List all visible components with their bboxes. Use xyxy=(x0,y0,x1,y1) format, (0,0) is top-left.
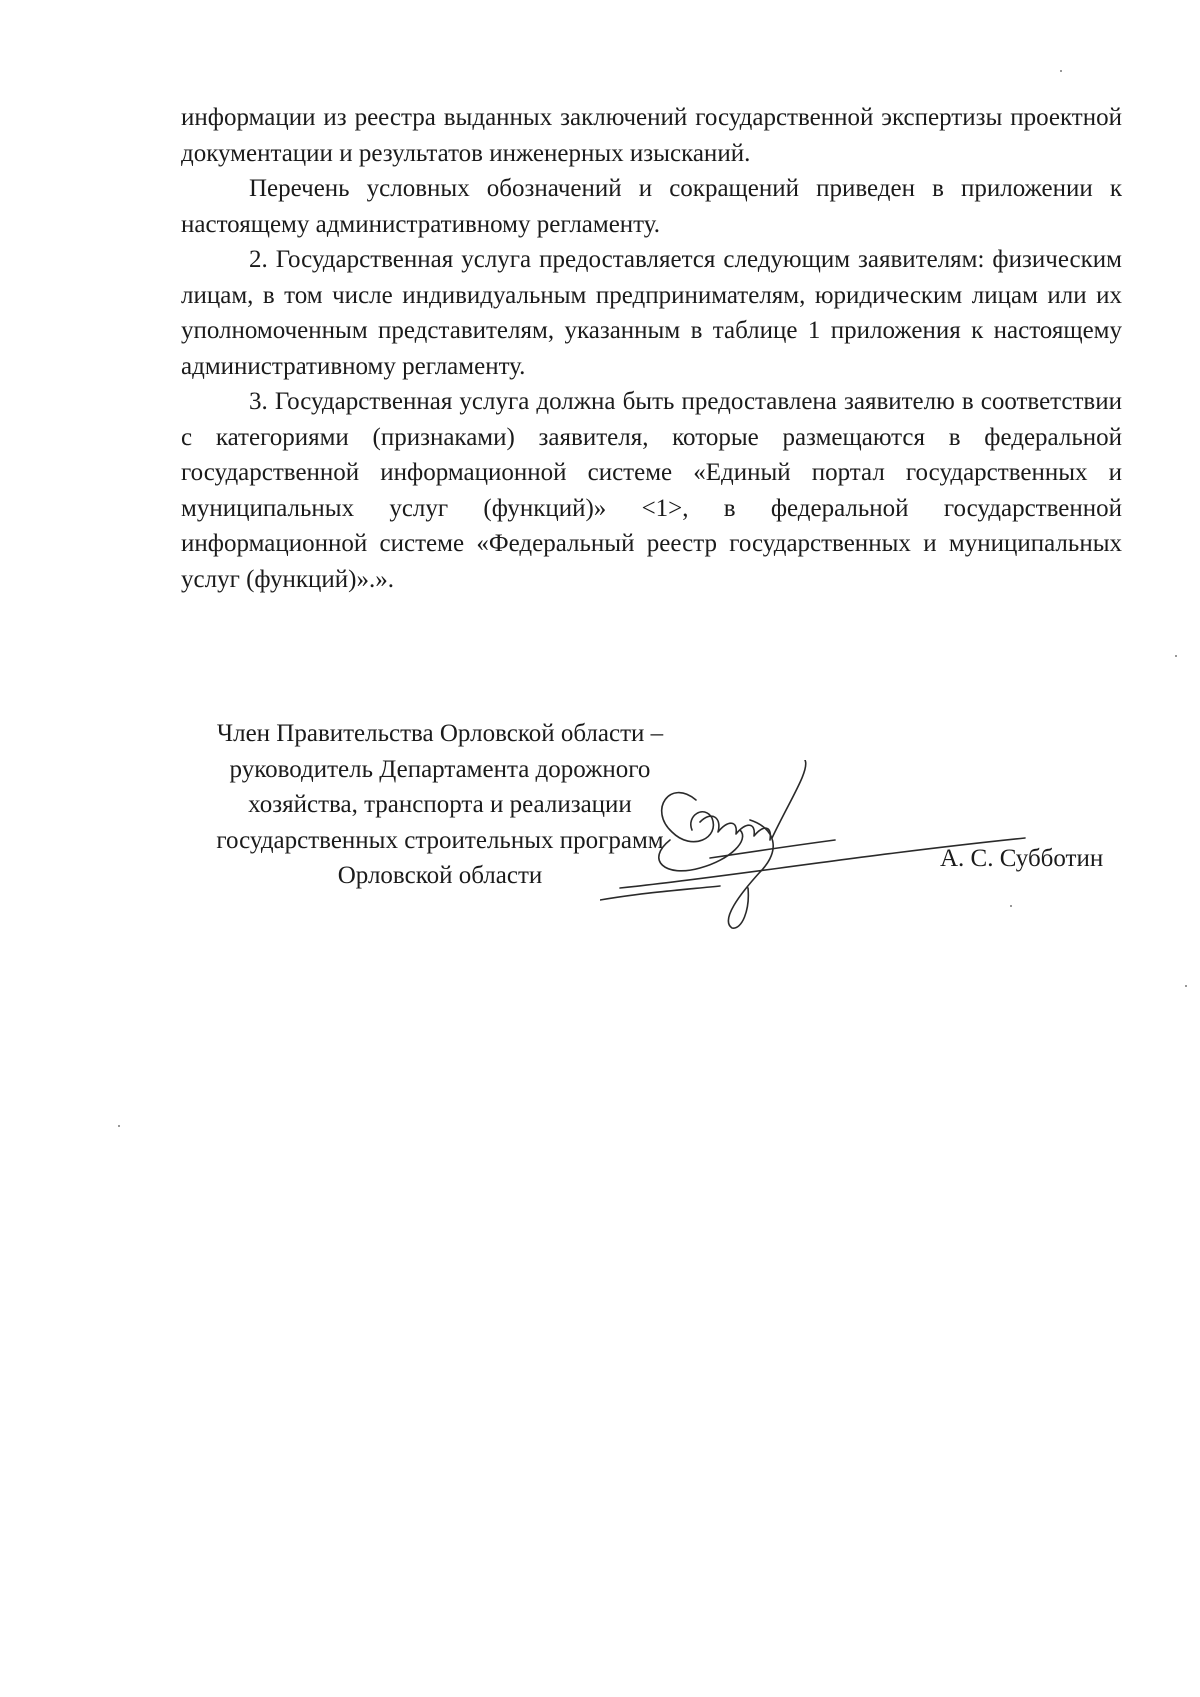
paragraph-item-2: 2. Государственная услуга предоставляется следующим заявителям: физическим лицам, в том числе индивидуальным предпринимателям, юридическим лицам или их уполномоченным представителям, указанным в таблице 1 приложения к настоящему административному регламенту. xyxy=(181,246,1122,380)
paragraph-item-3: 3. Государственная услуга должна быть предоставлена заявителю в соответствии с категориями (признаками) заявителя, которые размещаются в федеральной государственной информационной системе «Единый портал государственных и муниципальных услуг (функций)» <1>, в федеральной государственной информационной системе «Федеральный реестр государственных и муниципальных услуг (функций)».». xyxy=(181,388,1122,593)
position-line: государственных строительных программ xyxy=(216,826,664,854)
scan-speck xyxy=(1175,655,1177,657)
scan-speck xyxy=(118,1125,120,1127)
position-line: хозяйства, транспорта и реализации xyxy=(248,791,632,818)
signer-name: А. С. Субботин xyxy=(940,845,1104,872)
position-line: руководитель Департамента дорожного xyxy=(229,755,651,783)
scan-speck xyxy=(1060,70,1062,72)
paragraph-abbreviations: Перечень условных обозначений и сокращений приведен в приложении к настоящему административному регламенту. xyxy=(181,175,1122,238)
position-line: Орловской области xyxy=(337,862,543,889)
paragraph-continuation: информации из реестра выданных заключений государственной экспертизы проектной документации и результатов инженерных изысканий. xyxy=(181,104,1122,167)
position-line: Член Правительства Орловской области – xyxy=(216,720,664,747)
scan-speck xyxy=(1185,985,1187,987)
scan-speck xyxy=(1010,905,1012,907)
document-body xyxy=(181,100,1122,597)
